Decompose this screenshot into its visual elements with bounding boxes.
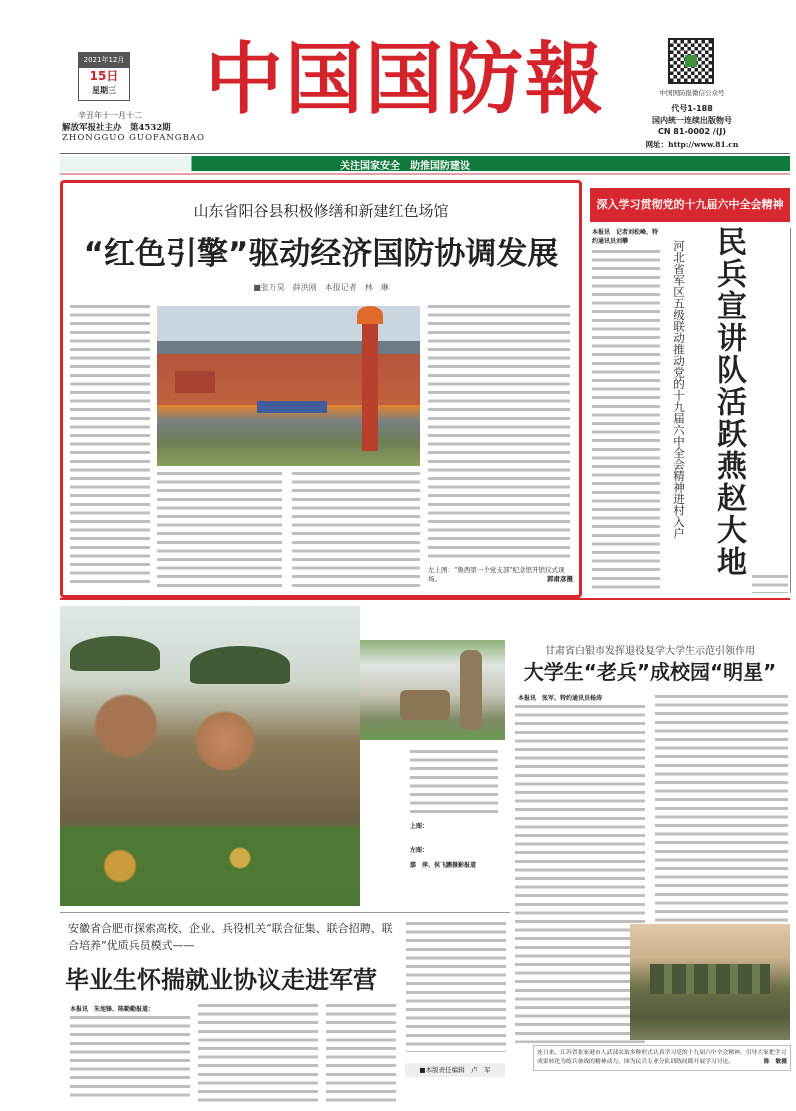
website-link[interactable]: 网址：http://www.81.cn — [645, 140, 739, 149]
graduate-body-col3 — [326, 1004, 396, 1102]
feature-subtitle: 河北省军区五级联动推动党的十九届六中全会精神进村入户 — [672, 240, 686, 539]
caption-top-label: 上图： — [410, 823, 429, 830]
pinyin-title: ZHONGGUO GUOFANGBAO — [62, 133, 205, 143]
date-year-month: 2021年12月 — [79, 53, 129, 68]
newspaper-logo: 中国国防報 — [205, 34, 606, 125]
graduate-body-col2 — [198, 1004, 318, 1102]
photo-feature-intro — [410, 750, 498, 818]
feature-body-tail — [752, 575, 788, 593]
slogan: 关注国家安全 助推国防建设 — [340, 161, 470, 172]
lead-body-col2 — [157, 472, 282, 587]
photo-militia-study — [630, 924, 790, 1040]
graduate-kicker: 安徽省合肥市探索高校、企业、兵役机关“联合征集、联合招聘、联合培养”优质兵员模式—— — [68, 922, 393, 952]
photo-caption-top — [410, 822, 500, 831]
graduate-title: 毕业生怀揣就业协议走进军营 — [65, 962, 400, 998]
feature-title: 民兵宣讲队活跃燕赵大地 — [711, 226, 746, 578]
masthead-divider — [60, 153, 790, 154]
photo-soldier-eating — [60, 606, 360, 906]
feature-banner: 深入学习贯彻党的十九届六中全会精神 — [590, 188, 790, 222]
date-box — [78, 52, 130, 101]
student-body-col2 — [655, 695, 788, 935]
graduate-byline: 本报讯 朱旭锋、陈勤勤报道： — [70, 1006, 155, 1013]
lead-body-col3 — [292, 472, 420, 587]
qr-code — [668, 38, 714, 84]
bottom-photo-caption — [533, 1045, 791, 1071]
student-kicker: 甘肃省白银市发挥退役复学大学生示范引领作用 — [545, 646, 755, 657]
bottom-photo-credit: 陈 敏摄 — [763, 1059, 787, 1065]
graduate-body-col1 — [70, 1016, 190, 1102]
lead-photo-memorial-hall — [157, 306, 420, 466]
section-divider-bottom — [60, 912, 510, 913]
section-divider — [60, 598, 790, 600]
lead-body-col1 — [70, 305, 150, 587]
feature-body — [592, 250, 660, 591]
caption-left-label: 左图： — [410, 847, 429, 854]
date-weekday: 星期三 — [92, 85, 116, 95]
lead-kicker: 山东省阳谷县积极修缮和新建红色场馆 — [193, 202, 449, 220]
lead-title: “红色引擎”驱动经济国防协调发展 — [83, 236, 559, 272]
lead-body-col4 — [428, 305, 570, 560]
bottom-caption-text: 连日来，江苏省张家港市人武部采取多种形式认真学习党的十九届六中全会精神，引导大家把学习成果转化为练兵备战的精神动力。图为民兵专业分队训练间隙开展学习讨论。 — [537, 1050, 787, 1065]
editor-note: ■本版责任编辑 卢 军 — [405, 1063, 505, 1077]
red-rule — [60, 173, 790, 175]
photo-feature-credit: 鄢 萍、侯飞鹏摄影报道 — [410, 862, 477, 869]
feature-byline: 本报讯 记者刘松峰、特约通讯员刘攀 — [592, 229, 659, 245]
qr-label: 中国国防报微信公众号 — [659, 89, 725, 97]
student-byline: 本报讯 张军、特约通讯员杨涛 — [518, 695, 603, 702]
feature-right-rule — [790, 228, 791, 593]
lead-byline: ■张万昊 薛洪刚 本报记者 林 琳 — [253, 283, 389, 292]
photo-credit: 郭肃彦摄 — [547, 575, 573, 583]
cn-number: CN 81-0002 /(J) — [657, 127, 727, 136]
publisher-info: 解放军报社主办 第4532期 — [62, 123, 171, 133]
lead-photo-caption — [428, 566, 573, 584]
serial-label: 国内统一连续出版物号 — [652, 115, 732, 125]
student-body-col1 — [515, 705, 645, 1043]
photo-soldiers-training — [360, 640, 505, 740]
lunar-date: 辛丑年十一月十二 — [78, 111, 142, 120]
photo-caption-left — [410, 846, 500, 855]
caption-text: 左上图：“鲁西第一个党支部”纪念馆开馆仪式现场。 — [428, 566, 565, 583]
date-day: 15日 — [89, 69, 119, 83]
student-title: 大学生“老兵”成校园“明星” — [510, 658, 790, 686]
graduate-body-col4 — [406, 922, 506, 1052]
publication-code: 代号1-188 — [671, 104, 713, 113]
